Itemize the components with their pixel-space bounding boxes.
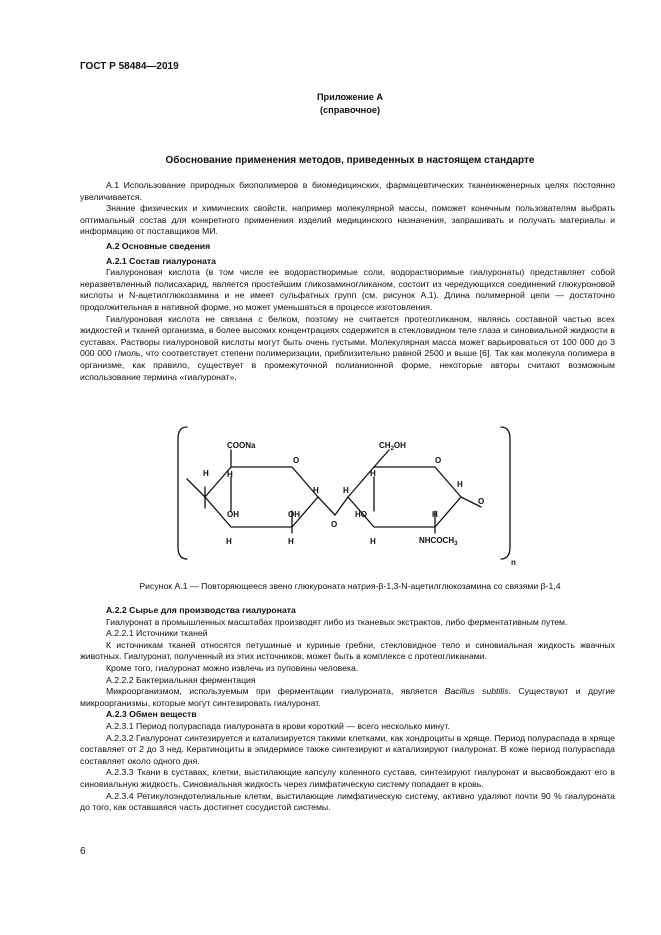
heading-a22: А.2.2 Сырье для производства гиалуроната: [106, 605, 296, 615]
paragraph-a1-knowledge: Знание физических и химических свойств, например молекулярной массы, поможет конечным пользователям выбрать оптимальный состав для конкретного применения изделий медицинского назначения, запрашивать и получать материалы и информацию от поставщиков МИ.: [80, 203, 615, 237]
body-text-upper: [80, 180, 615, 383]
paragraph-a233: А.2.3.3 Ткани в суставах, клетки, выстилающие капсулу коленного сустава, синтезируют гиалуронат и высвобождают его в синовиальную жидкость. Синовиальная жидкость через лимфатическую систему попадает в кровь.: [80, 767, 615, 789]
heading-a21: А.2.1 Состав гиалуроната: [106, 255, 217, 266]
heading-a222: А.2.2.2 Бактериальная ферментация: [106, 674, 256, 685]
paragraph-fermentation: Микроорганизмом, используемым при ферментации гиалуроната, является Bacillus subtilis. Существуют и другие микроорганизмы, которые могут синтезировать гиалуронат.: [80, 686, 616, 708]
label-ho: HO: [355, 510, 367, 519]
label-ring-oxygen-1: O: [293, 456, 300, 465]
label-h-10: H: [457, 480, 463, 489]
label-bridge-oxygen: O: [331, 520, 338, 529]
label-nhcoch3: $NHCOCH_3$: [419, 536, 458, 547]
label-glycosidic-oxygen: O: [478, 497, 485, 506]
paragraph-production: Гиалуронат в промышленных масштабах производят либо из тканевых экстрактов, либо ферментативным путем.: [106, 616, 568, 627]
body-text-lower: [80, 605, 615, 814]
label-oh-2: OH: [288, 510, 300, 519]
paragraph-a231: А.2.3.1 Период полураспада гиалуроната в крови короткий — всего несколько минут.: [106, 720, 450, 731]
document-header: ГОСТ Р 58484—2019: [80, 61, 179, 72]
label-ch2oh: $CH_2OH$: [379, 441, 406, 452]
heading-a2: А.2 Основные сведения: [106, 240, 211, 251]
figure-caption: Рисунок А.1 — Повторяющееся звено глюкуроната натрия-β-1,3-N-ацетилглюкозамина со связями β-1,4: [139, 581, 561, 591]
paragraph-composition: Гиалуроновая кислота (в том числе ее водорастворимые соли, водорастворимые гиалуронаты) представляет собой неразветвленный полисахарид, является простейшим гликозаминогликаном, состоит из чередующихся соединений глюкуроновой кислоты и N-ацетилглюкозамина и не имеет сульфатных групп (см. рисунок А.1). Длина полимерной цепи — достаточно продолжительная в нативной форме, но может уменьшаться в процессе изготовления.: [80, 267, 615, 312]
label-h-8: H: [432, 510, 438, 519]
label-h-7: H: [370, 469, 376, 478]
paragraph-a234: А.2.3.4 Ретикулоэндотелиальные клетки, выстилающие лимфатическую систему, активно удаляют почти 90 % гиалуроната до того, как оставшаяся часть достигнет сосудистой системы.: [80, 790, 615, 813]
label-oh-1: OH: [227, 510, 239, 519]
heading-a23: А.2.3 Обмен веществ: [106, 709, 197, 720]
label-n: n: [511, 558, 516, 567]
label-h-4: H: [288, 537, 294, 546]
label-h-1: H: [203, 469, 209, 478]
paragraph-properties: Гиалуроновая кислота не связана с белком, поэтому не считается протеогликаном, являясь составной частью всех жидкостей и тканей организма, в более высоких концентрациях содержится в стекловидном теле глаза и синовиальной жидкости в суставах. Растворы гиалуроновой кислоты могут быть очень густыми. Молекулярная масса может варьироваться от 100 000 до 3 000 000 г/моль, что соответствует степени полимеризации, приблизительно равной 2500 и выше [6]. Так как молекула полимера в организме, как правило, существует в промежуточной полианионной форме, некоторые авторы считают возможным использование термина «гиалуронат».: [80, 313, 615, 382]
label-h-5: H: [313, 486, 319, 495]
appendix-note: (справочное): [319, 105, 380, 115]
heading-a221: А.2.2.1 Источники тканей: [106, 628, 208, 639]
label-h-2: H: [227, 470, 233, 479]
paragraph-a1: А.1 Использование природных биополимеров в биомедицинских, фармацевтических тканеинженерных целях постоянно увеличивается.: [80, 180, 615, 202]
paragraph-umbilical: Кроме того, гиалуронат можно извлечь из пуповины человека.: [106, 662, 359, 673]
paragraph-tissue-sources: К источникам тканей относятся петушиные и куриные гребни, стекловидное тело и синовиальная жидкость жвачных животных. Гиалуронат, полученный из этих источников, может быть в комплексе с протеогликанами.: [80, 639, 615, 662]
appendix-title: Приложение А: [316, 92, 384, 102]
label-h-3: H: [226, 537, 232, 546]
hyaluronate-structure-figure: [175, 423, 515, 573]
label-h-9: H: [370, 537, 376, 546]
label-ring-oxygen-2: O: [435, 456, 442, 465]
page-number: 6: [80, 846, 86, 857]
label-h-6: H: [343, 486, 349, 495]
label-coona: COONa: [227, 441, 256, 450]
paragraph-a232: А.2.3.2 Гиалуронат синтезируется и катализируется такими клетками, как хондроциты в хряще. Период полураспада в хряще составляет от 2 до 3 нед. Кератиноциты в эпидермисе также синтезируют и катализируют гиалуронат. В коже период полураспада составляет около одного дня.: [80, 732, 615, 766]
section-title: Обоснование применения методов, приведенных в настоящем стандарте: [165, 155, 535, 166]
